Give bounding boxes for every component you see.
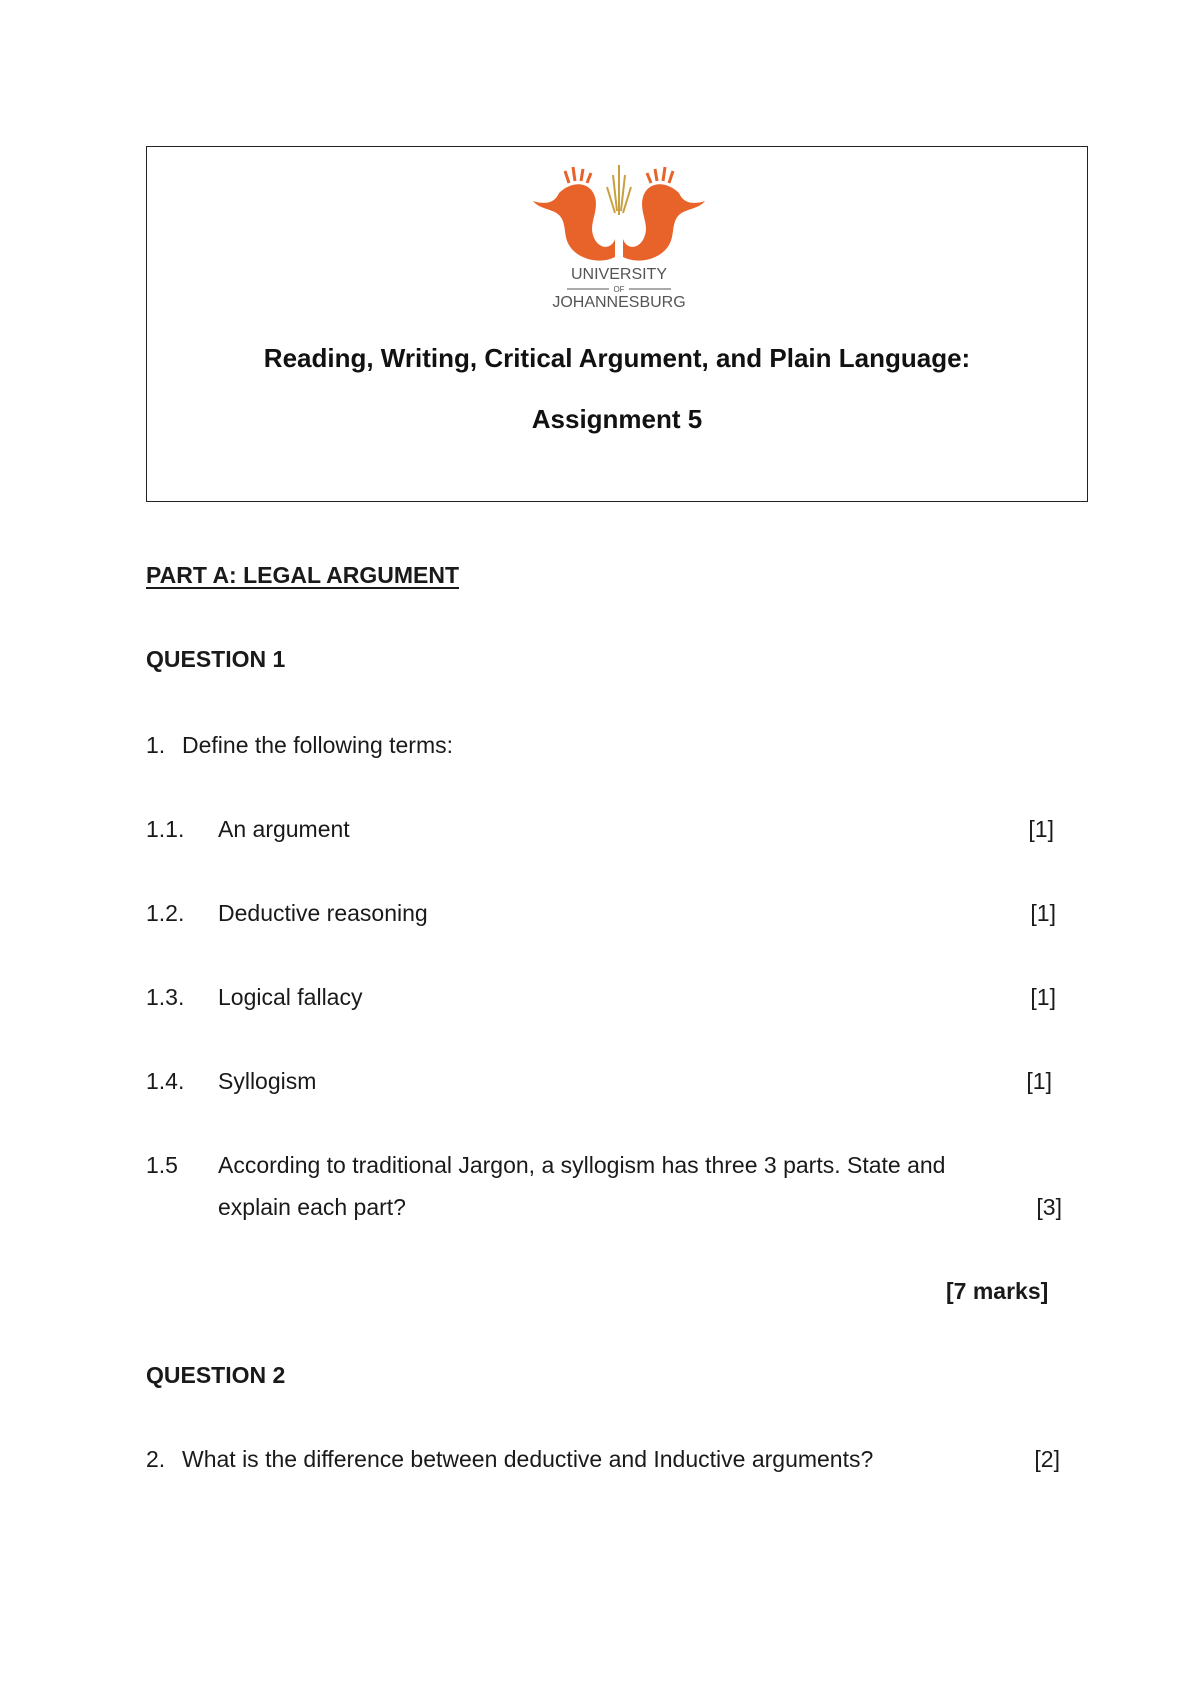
- document-title: Reading, Writing, Critical Argument, and Plain Language:: [263, 343, 971, 373]
- item-1-3-text: Logical fallacy: [218, 984, 363, 1010]
- question1-intro-text: Define the following terms:: [182, 732, 454, 758]
- item-1-1-mark: [1]: [1028, 816, 1054, 842]
- document-subtitle: Assignment 5: [531, 404, 703, 434]
- logo-text-university: UNIVERSITY: [570, 266, 668, 283]
- question2-number: 2.: [146, 1446, 166, 1472]
- item-1-4-mark: [1]: [1026, 1068, 1052, 1094]
- question1-intro-number: 1.: [146, 732, 166, 758]
- question2-mark: [2]: [1034, 1446, 1060, 1472]
- item-1-2-mark: [1]: [1030, 900, 1056, 926]
- item-1-3-mark: [1]: [1030, 984, 1056, 1010]
- item-1-3-number: 1.3.: [146, 984, 185, 1010]
- university-logo: [529, 161, 709, 311]
- logo-text-of: OF: [613, 285, 625, 294]
- question2-heading: QUESTION 2: [146, 1362, 286, 1388]
- part-heading: PART A: LEGAL ARGUMENT: [146, 562, 460, 588]
- item-1-1-text: An argument: [218, 816, 350, 842]
- title-box: [146, 146, 1088, 502]
- item-1-1-number: 1.1.: [146, 816, 185, 842]
- item-1-2-text: Deductive reasoning: [218, 900, 428, 926]
- question1-total: [7 marks]: [946, 1278, 1049, 1304]
- item-1-5-number: 1.5: [146, 1152, 178, 1178]
- item-1-4-text: Syllogism: [218, 1068, 317, 1094]
- question1-heading: QUESTION 1: [146, 646, 286, 672]
- uj-crest-icon: [529, 161, 709, 311]
- item-1-5-text-line2: explain each part?: [218, 1194, 406, 1220]
- question2-text: What is the difference between deductive and Inductive arguments?: [182, 1446, 874, 1472]
- item-1-5-mark: [3]: [1036, 1194, 1062, 1220]
- item-1-5-text-line1: According to traditional Jargon, a syllogism has three 3 parts. State and: [218, 1152, 946, 1178]
- item-1-2-number: 1.2.: [146, 900, 185, 926]
- item-1-4-number: 1.4.: [146, 1068, 185, 1094]
- logo-text-johannesburg: JOHANNESBURG: [552, 294, 686, 311]
